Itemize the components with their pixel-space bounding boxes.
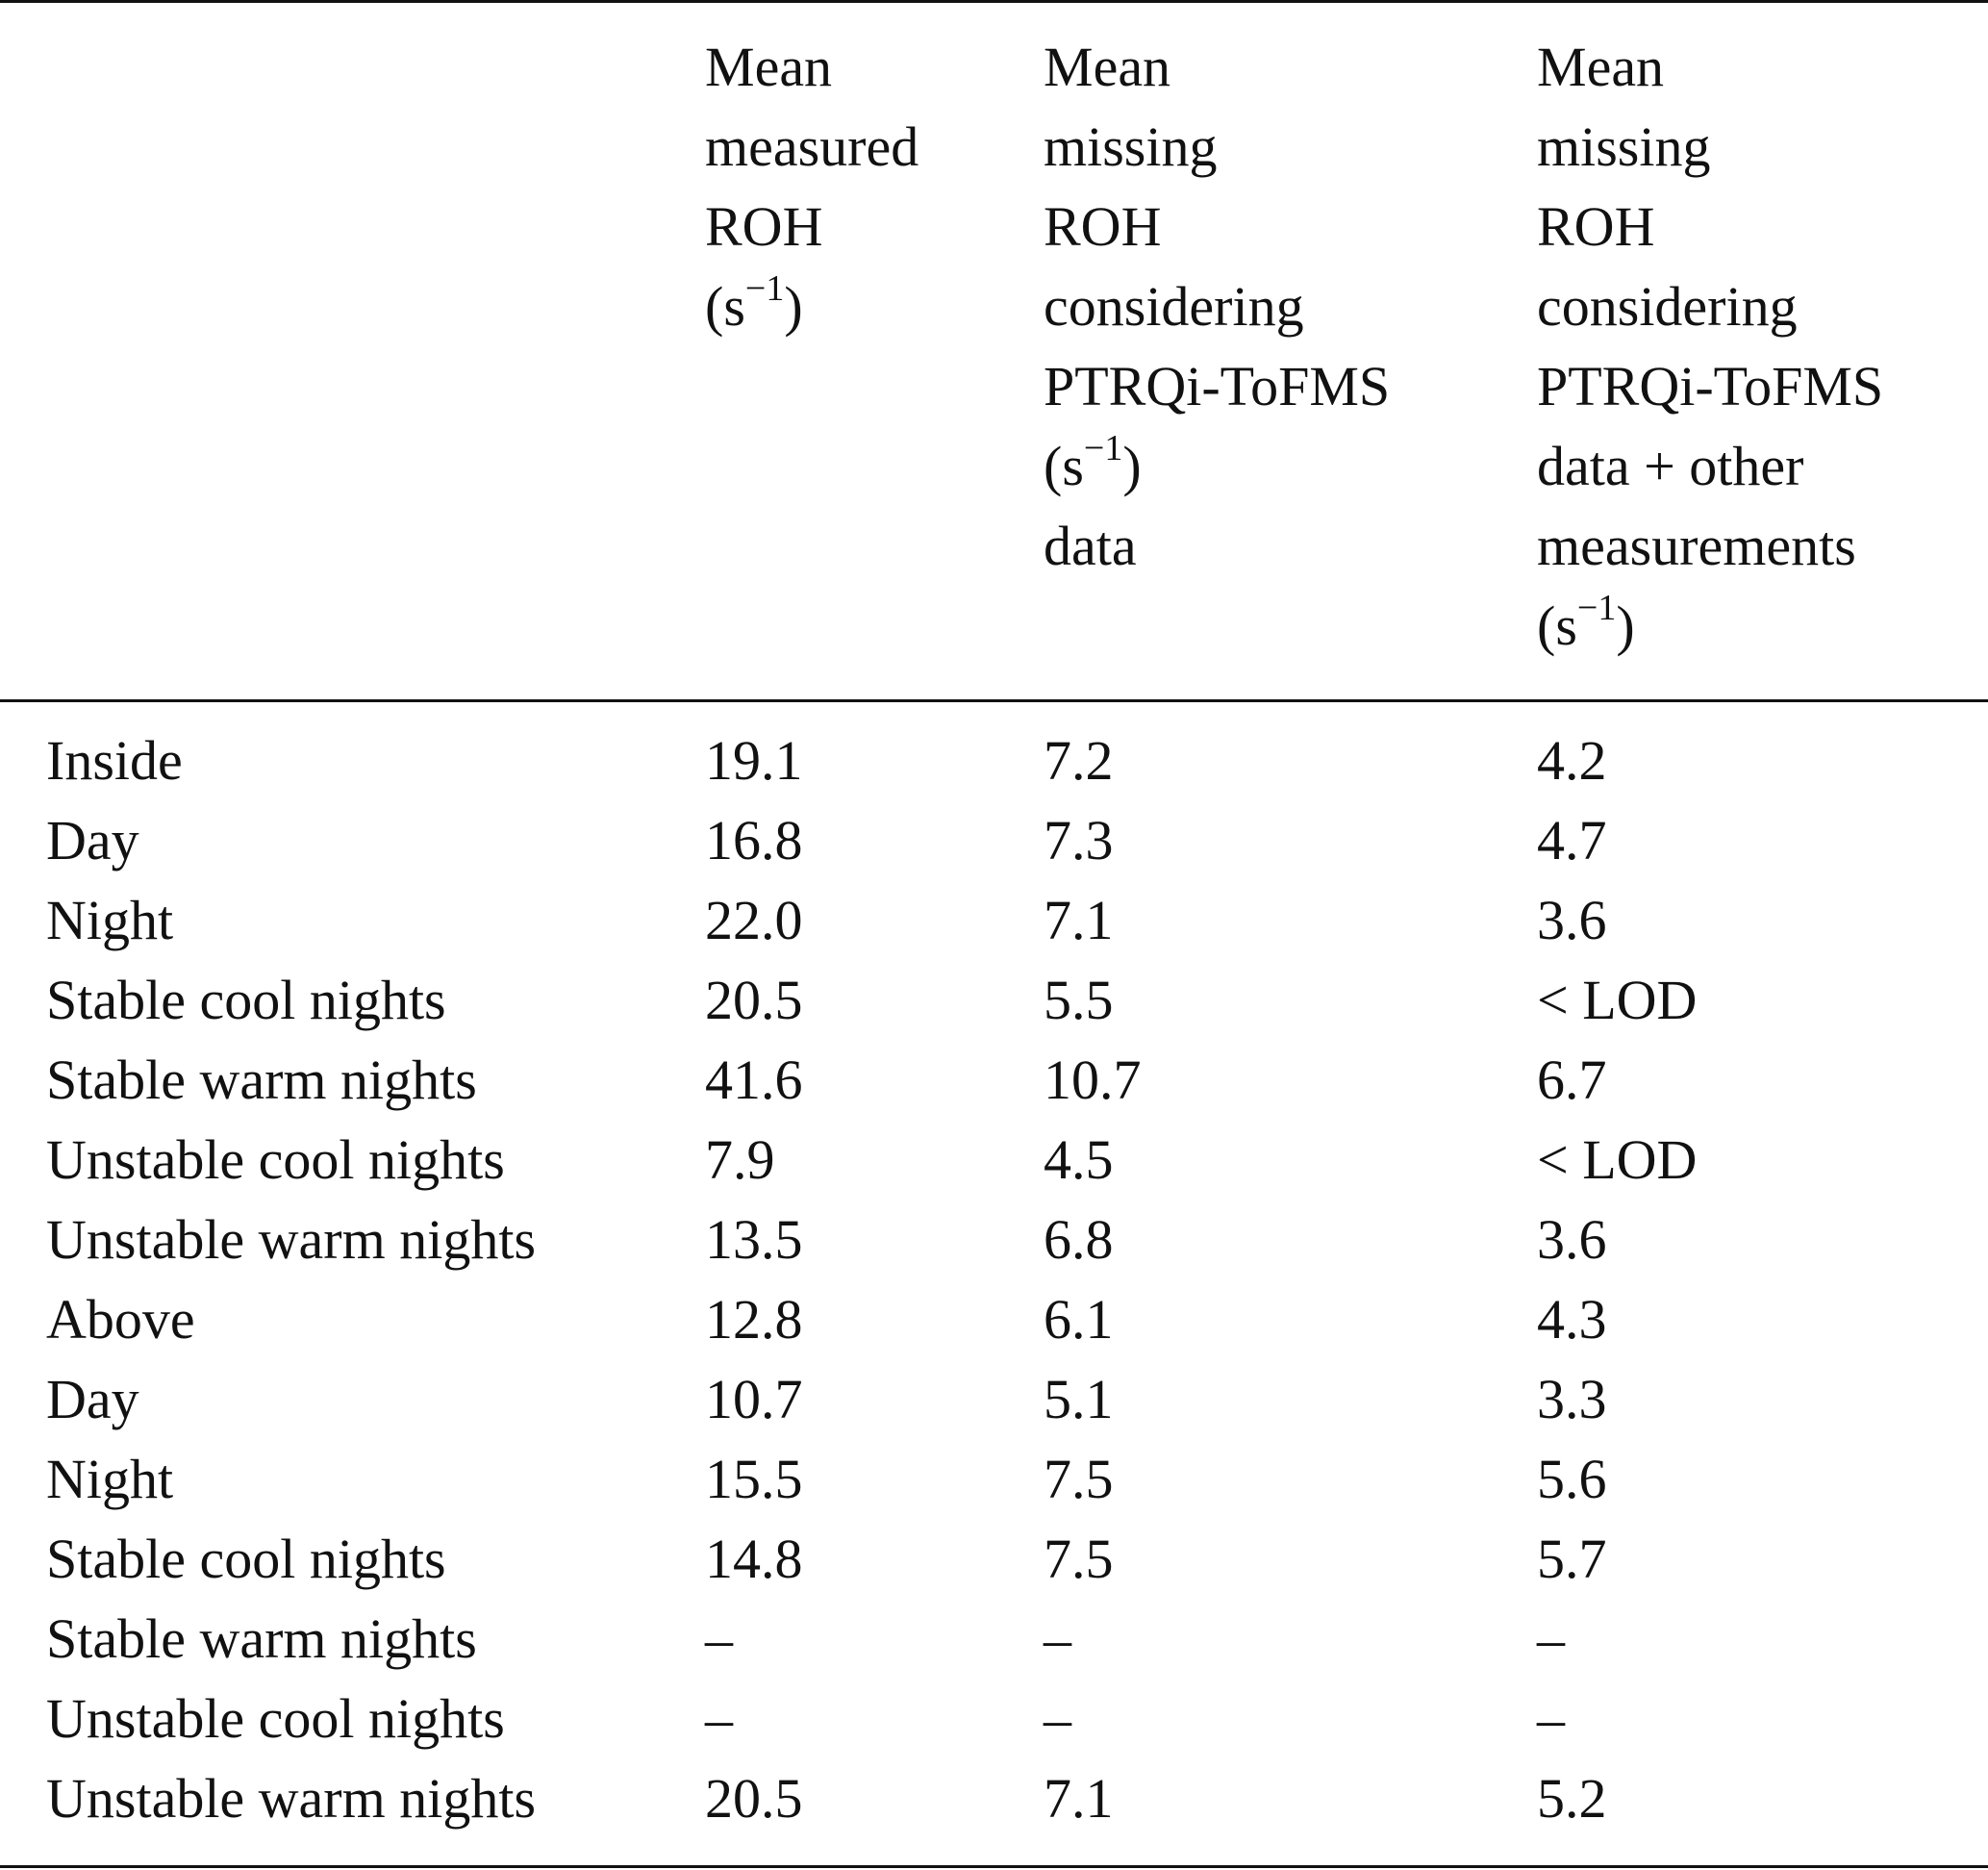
unit-prefix: (s [1537, 594, 1577, 657]
table-row [0, 800, 1988, 880]
measured-roh-value: 13.5 [705, 1208, 803, 1271]
row-label: Unstable warm nights [46, 1767, 537, 1830]
missing-roh-ptrqi-value: 7.1 [1044, 1767, 1114, 1830]
row-label: Night [46, 1448, 174, 1510]
table-row [0, 1758, 1988, 1838]
missing-roh-all-value: 5.7 [1537, 1528, 1607, 1590]
header-line: considering [1537, 275, 1798, 338]
measured-roh-value: 20.5 [705, 1767, 803, 1830]
table-row [0, 1200, 1988, 1279]
header-mean-missing-roh-all [1537, 27, 1883, 666]
missing-roh-all-value: 4.3 [1537, 1288, 1607, 1351]
table-row [0, 1120, 1988, 1200]
measured-roh-value: 16.8 [705, 809, 803, 872]
missing-roh-ptrqi-value: 7.1 [1044, 889, 1114, 951]
header-line: missing [1537, 115, 1711, 178]
measured-roh-value: 7.9 [705, 1128, 775, 1191]
missing-roh-all-value: 4.2 [1537, 729, 1607, 792]
row-label: Inside [46, 729, 183, 792]
missing-roh-ptrqi-value: 7.5 [1044, 1448, 1114, 1510]
missing-roh-all-value: 6.7 [1537, 1049, 1607, 1111]
missing-roh-all-value: 3.6 [1537, 889, 1607, 951]
missing-roh-ptrqi-value: 4.5 [1044, 1128, 1114, 1191]
unit-suffix: ) [1616, 594, 1635, 657]
missing-roh-ptrqi-value: 6.1 [1044, 1288, 1114, 1351]
unit-exponent: −1 [744, 267, 785, 309]
measured-roh-value: 15.5 [705, 1448, 803, 1510]
missing-roh-all-value: < LOD [1537, 969, 1698, 1031]
measured-roh-value: 12.8 [705, 1288, 803, 1351]
unit-suffix: ) [1122, 435, 1142, 497]
header-line: ROH [1537, 195, 1655, 258]
missing-roh-ptrqi-value: 7.5 [1044, 1528, 1114, 1590]
missing-roh-all-value: 5.2 [1537, 1767, 1607, 1830]
measured-roh-value: 19.1 [705, 729, 803, 792]
header-line: ROH [705, 195, 823, 258]
header-mean-measured-roh [705, 27, 919, 346]
header-line: Mean [705, 36, 833, 98]
header-line: Mean [1044, 36, 1171, 98]
measured-roh-value: – [705, 1687, 733, 1750]
measured-roh-value: 10.7 [705, 1368, 803, 1430]
row-label: Unstable cool nights [46, 1687, 505, 1750]
header-line: considering [1044, 275, 1304, 338]
measured-roh-value: 14.8 [705, 1528, 803, 1590]
measured-roh-value: 41.6 [705, 1049, 803, 1111]
missing-roh-all-value: – [1537, 1687, 1565, 1750]
header-line: measured [705, 115, 919, 178]
missing-roh-all-value: < LOD [1537, 1128, 1698, 1191]
header-unit [1044, 426, 1390, 506]
row-label: Stable cool nights [46, 969, 446, 1031]
table-row [0, 720, 1988, 800]
missing-roh-ptrqi-value: – [1044, 1687, 1071, 1750]
unit-prefix: (s [1044, 435, 1084, 497]
table-row [0, 1279, 1988, 1359]
measured-roh-value: 20.5 [705, 969, 803, 1031]
missing-roh-all-value: 3.6 [1537, 1208, 1607, 1271]
row-label: Day [46, 809, 139, 872]
row-label: Stable warm nights [46, 1049, 477, 1111]
missing-roh-all-value: 3.3 [1537, 1368, 1607, 1430]
row-label: Stable cool nights [46, 1528, 446, 1590]
table-row [0, 1439, 1988, 1519]
table-row [0, 1679, 1988, 1758]
measured-roh-value: – [705, 1607, 733, 1670]
header-line: missing [1044, 115, 1218, 178]
row-label: Stable warm nights [46, 1607, 477, 1670]
row-label: Unstable cool nights [46, 1128, 505, 1191]
table-body [0, 720, 1988, 1838]
table-row [0, 960, 1988, 1040]
header-unit [705, 266, 919, 346]
unit-exponent: −1 [1083, 427, 1123, 468]
row-label: Night [46, 889, 174, 951]
header-line: data [1044, 515, 1137, 577]
missing-roh-ptrqi-value: 7.3 [1044, 809, 1114, 872]
missing-roh-all-value: 4.7 [1537, 809, 1607, 872]
row-label: Unstable warm nights [46, 1208, 537, 1271]
header-line: PTRQi-ToFMS [1537, 355, 1884, 417]
table-row [0, 1359, 1988, 1439]
header-unit [1537, 586, 1883, 666]
missing-roh-ptrqi-value: 10.7 [1044, 1049, 1142, 1111]
missing-roh-ptrqi-value: 6.8 [1044, 1208, 1114, 1271]
table-row [0, 1040, 1988, 1120]
header-line: ROH [1044, 195, 1162, 258]
table-row [0, 880, 1988, 960]
header-mean-missing-roh-ptrqi [1044, 27, 1390, 586]
header-line: measurements [1537, 515, 1856, 577]
row-label: Day [46, 1368, 139, 1430]
missing-roh-ptrqi-value: 5.1 [1044, 1368, 1114, 1430]
unit-suffix: ) [784, 275, 803, 338]
missing-roh-ptrqi-value: – [1044, 1607, 1071, 1670]
unit-prefix: (s [705, 275, 745, 338]
table-row [0, 1519, 1988, 1599]
table-header-rule [0, 699, 1988, 702]
header-line: data + other [1537, 435, 1804, 497]
header-line: PTRQi-ToFMS [1044, 355, 1391, 417]
missing-roh-all-value: 5.6 [1537, 1448, 1607, 1510]
unit-exponent: −1 [1576, 587, 1617, 628]
table-bottom-rule [0, 1865, 1988, 1868]
missing-roh-all-value: – [1537, 1607, 1565, 1670]
header-line: Mean [1537, 36, 1665, 98]
table-top-rule [0, 0, 1988, 3]
missing-roh-ptrqi-value: 5.5 [1044, 969, 1114, 1031]
table-row [0, 1599, 1988, 1679]
measured-roh-value: 22.0 [705, 889, 803, 951]
missing-roh-ptrqi-value: 7.2 [1044, 729, 1114, 792]
row-label: Above [46, 1288, 195, 1351]
